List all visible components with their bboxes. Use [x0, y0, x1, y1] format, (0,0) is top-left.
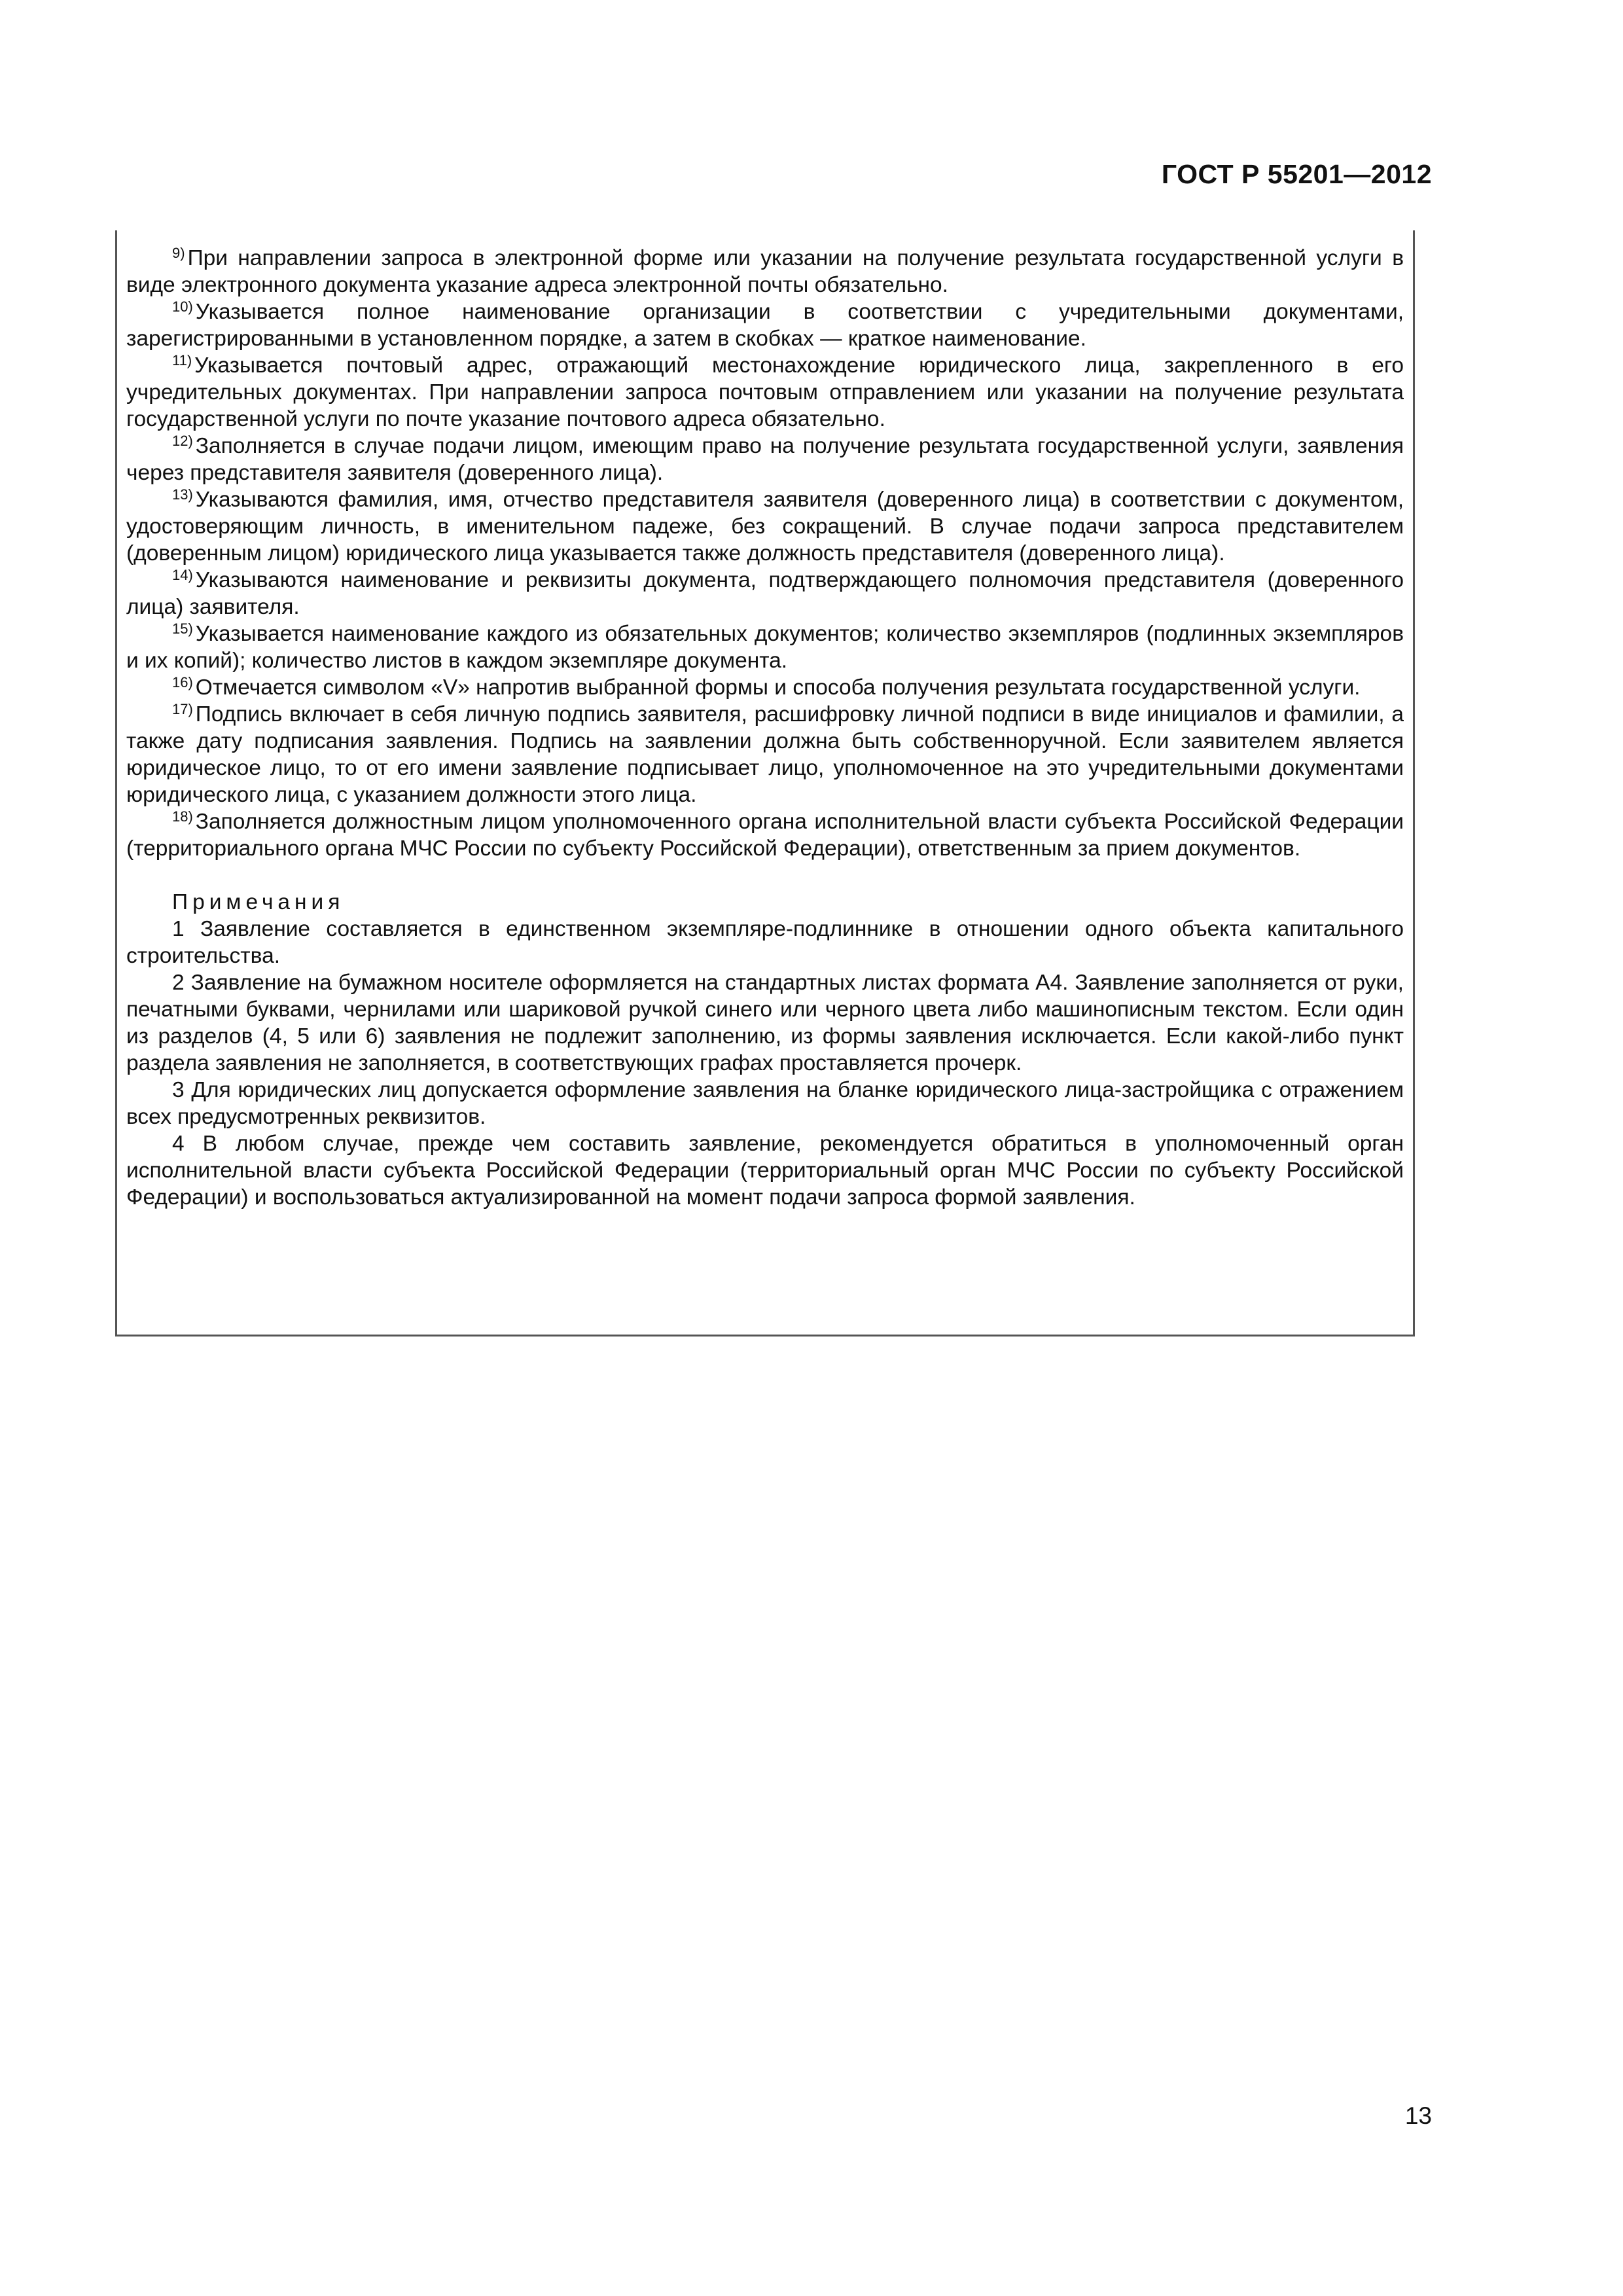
footnote-mark: 12)	[172, 433, 193, 449]
notes-title: Примечания	[172, 890, 345, 914]
footnote-mark: 11)	[172, 352, 192, 368]
footnote-15	[126, 620, 1404, 674]
footnote-mark: 13)	[172, 486, 193, 503]
footnote-mark: 10)	[172, 298, 193, 315]
footnote-mark: 9)	[172, 245, 185, 261]
footnote-11	[126, 352, 1404, 433]
footnote-mark: 18)	[172, 808, 193, 825]
footnote-13	[126, 486, 1404, 567]
footnote-mark: 17)	[172, 701, 193, 717]
footnote-10	[126, 298, 1404, 352]
note-item: 4 В любом случае, прежде чем составить заявление, рекомендуется обратиться в уполномоченный орган исполнительной власти субъекта Российской Федерации (территориальный орган МЧС России по субъекту Российской Федерации) и воспользоваться актуализированной на момент подачи запроса формой заявления.	[126, 1132, 1404, 1210]
footnote-16	[126, 674, 1404, 701]
footnote-12	[126, 433, 1404, 486]
footnote-mark: 15)	[172, 620, 193, 637]
note-item: 3 Для юридических лиц допускается оформление заявления на бланке юридического лица-застройщика с отражением всех предусмотренных реквизитов.	[126, 1078, 1404, 1129]
footnotes-frame	[115, 230, 1415, 1336]
note-item: 1 Заявление составляется в единственном экземпляре-подлиннике в отношении одного объекта капитального строительства.	[126, 917, 1404, 968]
footnote-text: Заполняется в случае подачи лицом, имеющим право на получение результата государственной услуги, заявления через представителя заявителя (доверенного лица).	[126, 434, 1404, 485]
footnote-text: Указываются фамилия, имя, отчество представителя заявителя (доверенного лица) в соответствии с документом, удостоверяющим личность, в именительном падеже, без сокращений. В случае подачи запроса представителем (доверенным лицом) юридического лица указывается также должность представителя (доверенного лица).	[126, 488, 1404, 565]
footnote-9	[126, 245, 1404, 298]
footnote-text: Отмечается символом «V» напротив выбранной формы и способа получения результата государственной услуги.	[195, 675, 1361, 700]
footnote-text: Указывается наименование каждого из обязательных документов; количество экземпляров (подлинных экземпляров и их копий); количество листов в каждом экземпляре документа.	[126, 622, 1404, 673]
document-standard-header: ГОСТ Р 55201—2012	[1161, 159, 1432, 189]
footnote-mark: 14)	[172, 567, 193, 583]
footnote-text: Указывается почтовый адрес, отражающий местонахождение юридического лица, закрепленного в его учредительных документах. При направлении запроса почтовым отправлением или указании на получение результата государственной услуги по почте указание почтового адреса обязательно.	[126, 353, 1404, 431]
footnote-mark: 16)	[172, 674, 193, 691]
footnote-text: При направлении запроса в электронной форме или указании на получение результата государственной услуги в виде электронного документа указание адреса электронной почты обязательно.	[126, 246, 1404, 297]
footnote-text: Указывается полное наименование организации в соответствии с учредительными документами, зарегистрированными в установленном порядке, а затем в скобках — краткое наименование.	[126, 300, 1404, 351]
footnote-14	[126, 567, 1404, 620]
footnote-text: Заполняется должностным лицом уполномоченного органа исполнительной власти субъекта Российской Федерации (территориального органа МЧС России по субъекту Российской Федерации), ответственным за прием документов.	[126, 810, 1404, 861]
page-number: 13	[1404, 2102, 1432, 2129]
footnote-text: Указываются наименование и реквизиты документа, подтверждающего полномочия представителя (доверенного лица) заявителя.	[126, 568, 1404, 619]
note-item: 2 Заявление на бумажном носителе оформляется на стандартных листах формата А4. Заявление заполняется от руки, печатными буквами, чернилами или шариковой ручкой синего или черного цвета либо машинописным текстом. Если один из разделов (4, 5 или 6) заявления не подлежит заполнению, из формы заявления исключается. Если какой-либо пункт раздела заявления не заполняется, в соответствующих графах проставляется прочерк.	[126, 971, 1404, 1075]
footnote-text: Подпись включает в себя личную подпись заявителя, расшифровку личной подписи в виде инициалов и фамилии, а также дату подписания заявления. Подпись на заявлении должна быть собственноручной. Если заявителем является юридическое лицо, то от его имени заявление подписывает лицо, уполномоченное на это учредительными документами юридического лица, с указанием должности этого лица.	[126, 702, 1404, 807]
footnote-17	[126, 701, 1404, 808]
footnote-18	[126, 808, 1404, 862]
